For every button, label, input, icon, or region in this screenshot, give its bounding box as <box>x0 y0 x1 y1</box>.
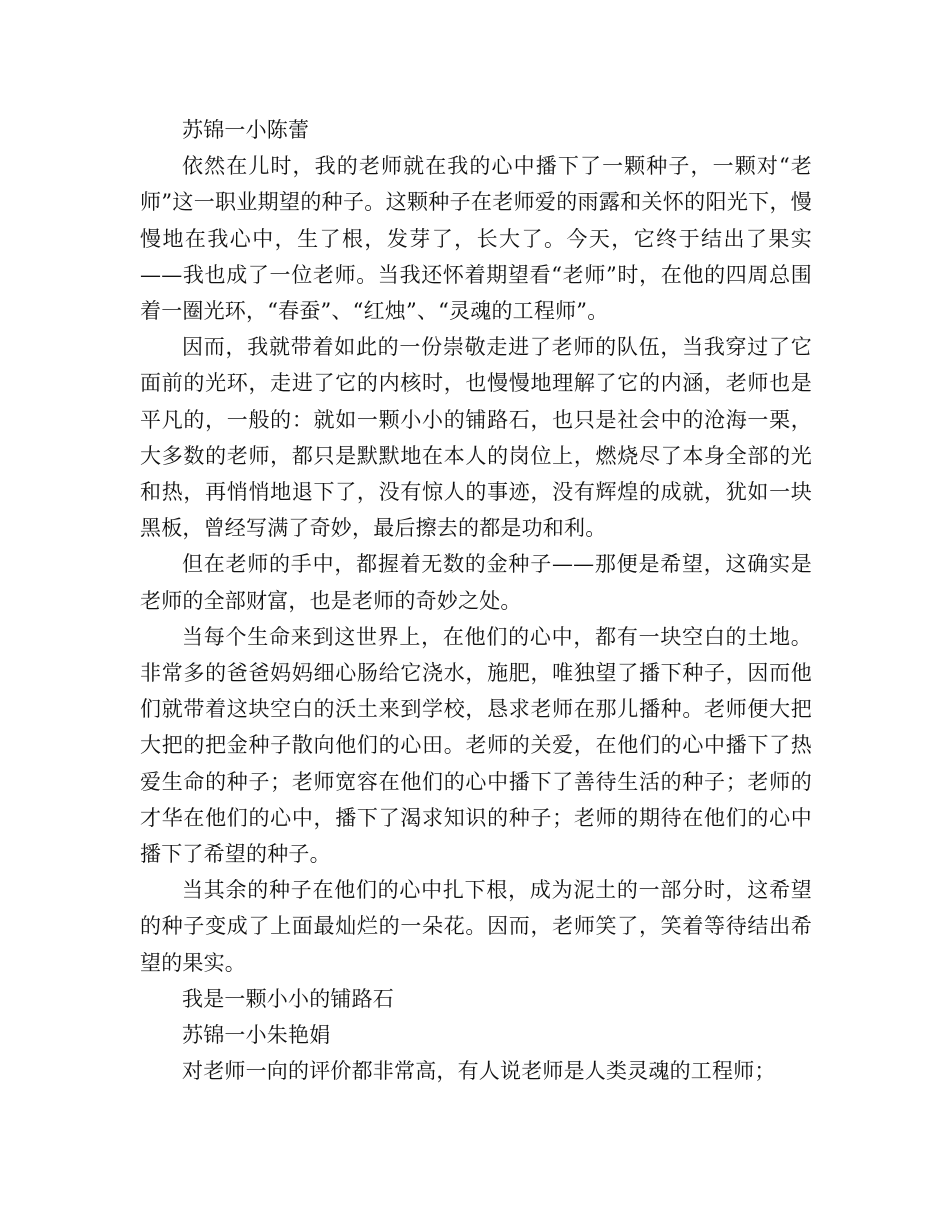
document-body <box>140 112 812 1089</box>
section-title: 我是一颗小小的铺路石 <box>182 986 394 1011</box>
paragraph: 但在老师的手中，都握着无数的金种子——那便是希望，这确实是老师的全部财富，也是老师的奇妙之处。 <box>140 552 812 613</box>
paragraph: 因而，我就带着如此的一份崇敬走进了老师的队伍，当我穿过了它面前的光环，走进了它的内核时，也慢慢地理解了它的内涵，老师也是平凡的，一般的：就如一颗小小的铺路石，也只是社会中的沧海一栗，大多数的老师，都只是默默地在本人的岗位上，燃烧尽了本身全部的光和热，再悄悄地退下了，没有惊人的事迹，没有辉煌的成就，犹如一块黑板，曾经写满了奇妙，最后擦去的都是功和利。 <box>140 335 812 541</box>
paragraph: 当每个生命来到这世界上，在他们的心中，都有一块空白的土地。非常多的爸爸妈妈细心肠给它浇水，施肥，唯独望了播下种子，因而他们就带着这块空白的沃土来到学校，恳求老师在那儿播种。老师便大把大把的把金种子散向他们的心田。老师的关爱，在他们的心中播下了热爱生命的种子；老师宽容在他们的心中播下了善待生活的种子；老师的才华在他们的心中，播下了渴求知识的种子；老师的期待在他们的心中播下了希望的种子。 <box>140 624 812 867</box>
author-line: 苏锦一小陈蕾 <box>182 118 310 142</box>
author-line: 苏锦一小朱艳娟 <box>182 1023 331 1048</box>
paragraph: 当其余的种子在他们的心中扎下根，成为泥土的一部分时，这希望的种子变成了上面最灿烂的一朵花。因而，老师笑了，笑着等待结出希望的果实。 <box>140 878 812 975</box>
paragraph: 依然在儿时，我的老师就在我的心中播下了一颗种子，一颗对“老师”这一职业期望的种子。这颗种子在老师爱的雨露和关怀的阳光下，慢慢地在我心中，生了根，发芽了，长大了。今天，它终于结出了果实——我也成了一位老师。当我还怀着期望看“老师”时，在他的四周总围着一圈光环，“春蚕”、“红烛”、“灵魂的工程师”。 <box>140 154 812 324</box>
paragraph: 对老师一向的评价都非常高，有人说老师是人类灵魂的工程师； <box>182 1059 776 1084</box>
